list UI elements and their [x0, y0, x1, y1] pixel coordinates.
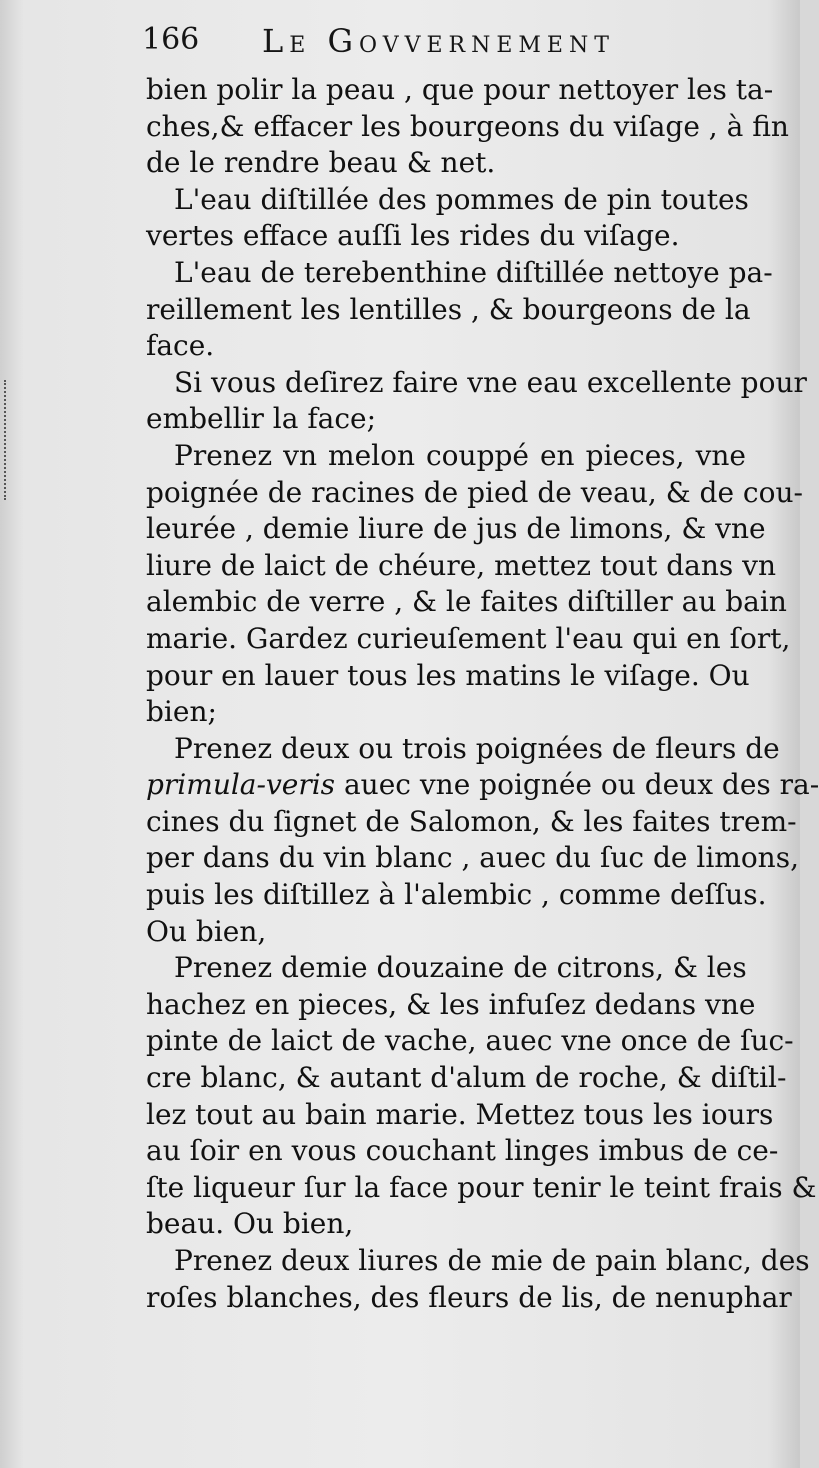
text-line: liure de laict de chéure, mettez tout dans vn — [146, 548, 777, 582]
text-line: reillement les lentilles , & bourgeons de la — [146, 292, 751, 326]
text-line: cines du ſignet de Salomon, & les faites trem- — [146, 804, 797, 838]
text-line: leurée , demie liure de jus de limons, & vne — [146, 512, 766, 546]
text-line: lez tout au bain marie. Mettez tous les iours — [146, 1097, 774, 1131]
body-text — [146, 72, 819, 1316]
text-line: L'eau de terebenthine diſtillée nettoye pa- — [174, 255, 773, 289]
text-line: vertes efface auſſi les rides du viſage. — [146, 219, 680, 253]
text-line: per dans du vin blanc , auec du ſuc de limons, — [146, 841, 799, 875]
text-line: au ſoir en vous couchant linges imbus de ce- — [146, 1134, 779, 1168]
text-line: Prenez deux liures de mie de pain blanc, des — [174, 1244, 810, 1277]
page-header — [142, 22, 782, 72]
italic-term: primula-veris — [146, 768, 336, 802]
text-line: roſes blanches, des fleurs de lis, de nenuphar — [146, 1280, 792, 1314]
text-line: ſte liqueur ſur la face pour tenir le teint frais & — [146, 1170, 817, 1204]
text-line: bien; — [146, 695, 217, 729]
text-line: pour en lauer tous les matins le viſage. Ou — [146, 658, 750, 692]
page-foot — [640, 1410, 760, 1450]
text-line: Prenez demie douzaine de citrons, & les — [174, 951, 747, 985]
text-line: alembic de verre , & le faites diſtiller au bain — [146, 585, 787, 619]
text-line: de le rendre beau & net. — [146, 146, 496, 180]
text-line: beau. Ou bien, — [146, 1207, 354, 1241]
text-line: hachez en pieces, & les infuſez dedans vne — [146, 987, 756, 1021]
text-line: Prenez vn melon couppé en pieces, vne — [174, 438, 746, 472]
text-line: ches,& effacer les bourgeons du viſage , à fin — [146, 109, 789, 143]
text-line: face. — [146, 329, 215, 363]
running-title: Le Govvernement — [262, 22, 615, 60]
text-line: puis les diſtillez à l'alembic , comme deſſus. — [146, 878, 767, 912]
text-line: marie. Gardez curieuſement l'eau qui en ſort, — [146, 621, 791, 655]
text-line — [146, 767, 819, 804]
page-number: 166 — [142, 22, 200, 57]
text-line: bien polir la peau , que pour nettoyer les ta- — [146, 73, 774, 106]
text-line: Ou bien, — [146, 914, 267, 948]
text-line: embellir la face; — [146, 402, 377, 436]
text-line: Prenez deux ou trois poignées de fleurs de — [174, 731, 780, 765]
text-line: cre blanc, & autant d'alum de roche, & diſtil- — [146, 1061, 787, 1095]
text-line: poignée de racines de pied de veau, & de cou- — [146, 475, 803, 509]
gutter-marks — [4, 380, 16, 500]
text-line-rest: auec vne poignée ou deux des ra- — [335, 768, 819, 802]
text-line: Si vous deſirez faire vne eau excellente pour — [174, 365, 807, 399]
text-line: L'eau diſtillée des pommes de pin toutes — [174, 182, 749, 216]
text-line: pinte de laict de vache, auec vne once de ſuc- — [146, 1024, 794, 1058]
